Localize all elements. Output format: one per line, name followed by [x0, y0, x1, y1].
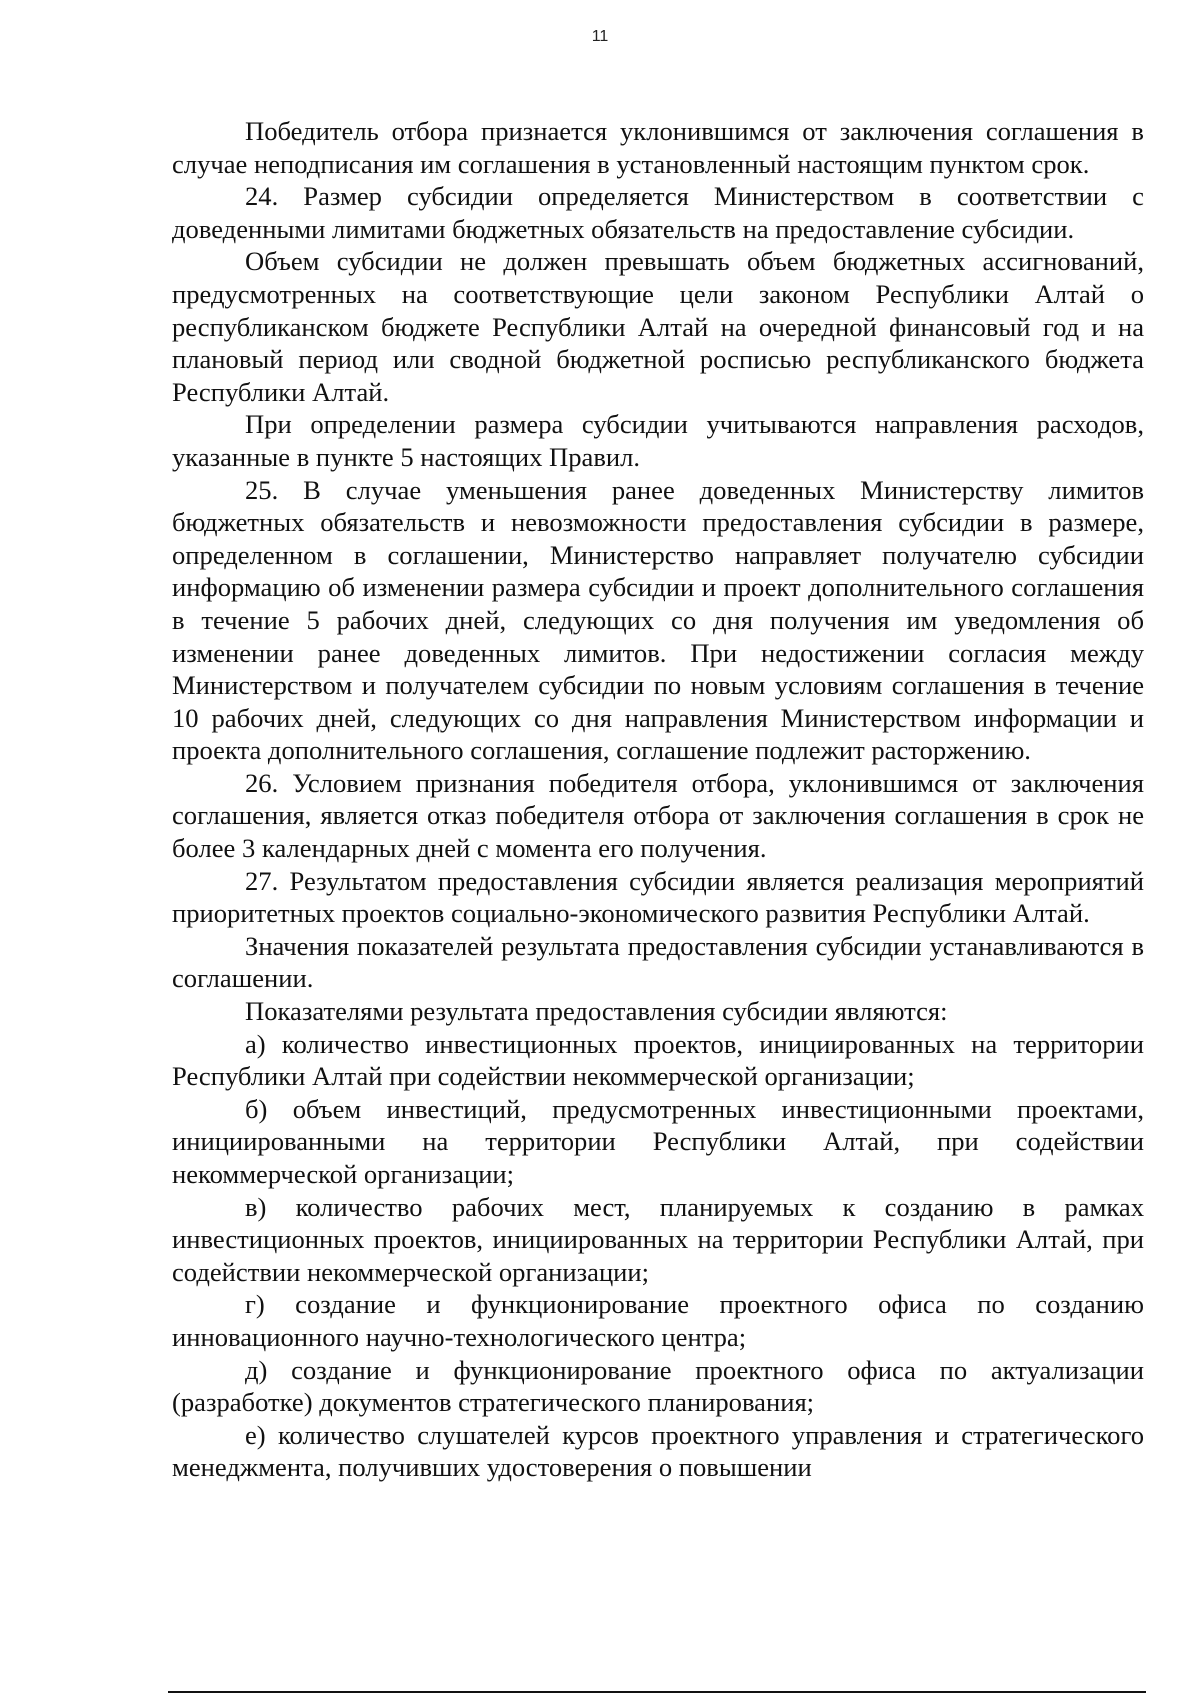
paragraph-27-result: 27. Результатом предоставления субсидии является реализация мероприятий приоритетных проектов социально-экономического развития Республики Алтай.	[172, 865, 1144, 929]
document-body	[172, 115, 1144, 1484]
paragraph-25-limits-reduction: 25. В случае уменьшения ранее доведенных Министерству лимитов бюджетных обязательств и невозможности предоставления субсидии в размере, определенном в соглашении, Министерство направляет получателю субсидии информацию об изменении размера субсидии и проект дополнительного соглашения в течение 5 рабочих дней, следующих со дня получения им уведомления об изменении ранее доведенных лимитов. При недостижении согласия между Министерством и получателем субсидии по новым условиям соглашения в течение 10 рабочих дней, следующих со дня направления Министерством информации и проекта дополнительного соглашения, соглашение подлежит расторжению.	[172, 474, 1144, 766]
list-item-d: д) создание и функционирование проектного офиса по актуализации (разработке) документов стратегического планирования;	[172, 1354, 1144, 1418]
list-item-e: е) количество слушателей курсов проектного управления и стратегического менеджмента, получивших удостоверения о повышении	[172, 1419, 1144, 1483]
list-item-v: в) количество рабочих мест, планируемых к созданию в рамках инвестиционных проектов, инициированных на территории Республики Алтай, при содействии некоммерческой организации;	[172, 1191, 1144, 1287]
paragraph-indicator-values: Значения показателей результата предоставления субсидии устанавливаются в соглашении.	[172, 930, 1144, 994]
paragraph-subsidy-volume: Объем субсидии не должен превышать объем бюджетных ассигнований, предусмотренных на соответствующие цели законом Республики Алтай о республиканском бюджете Республики Алтай на очередной финансовый год и на плановый период или сводной бюджетной росписью республиканского бюджета Республики Алтай.	[172, 246, 1144, 407]
paragraph-indicators-intro: Показателями результата предоставления субсидии являются:	[245, 996, 948, 1027]
list-item-a: а) количество инвестиционных проектов, инициированных на территории Республики Алтай при содействии некоммерческой организации;	[172, 1028, 1144, 1092]
paragraph-winner-evasion: Победитель отбора признается уклонившимся от заключения соглашения в случае неподписания им соглашения в установленный настоящим пунктом срок.	[172, 116, 1144, 179]
list-item-g: г) создание и функционирование проектного офиса по созданию инновационного научно-технологического центра;	[172, 1289, 1144, 1352]
paragraph-24-subsidy-size: 24. Размер субсидии определяется Министерством в соответствии с доведенными лимитами бюджетных обязательств на предоставление субсидии.	[172, 181, 1144, 244]
paragraph-26-evasion-condition: 26. Условием признания победителя отбора, уклонившимся от заключения соглашения, является отказ победителя отбора от заключения соглашения в срок не более 3 календарных дней с момента его получения.	[172, 767, 1144, 864]
list-item-b: б) объем инвестиций, предусмотренных инвестиционными проектами, инициированными на территории Республики Алтай, при содействии некоммерческой организации;	[172, 1093, 1144, 1189]
paragraph-expense-directions: При определении размера субсидии учитываются направления расходов, указанные в пункте 5 настоящих Правил.	[172, 409, 1144, 472]
footer-rule	[168, 1691, 1146, 1693]
page-number: 11	[591, 28, 609, 45]
